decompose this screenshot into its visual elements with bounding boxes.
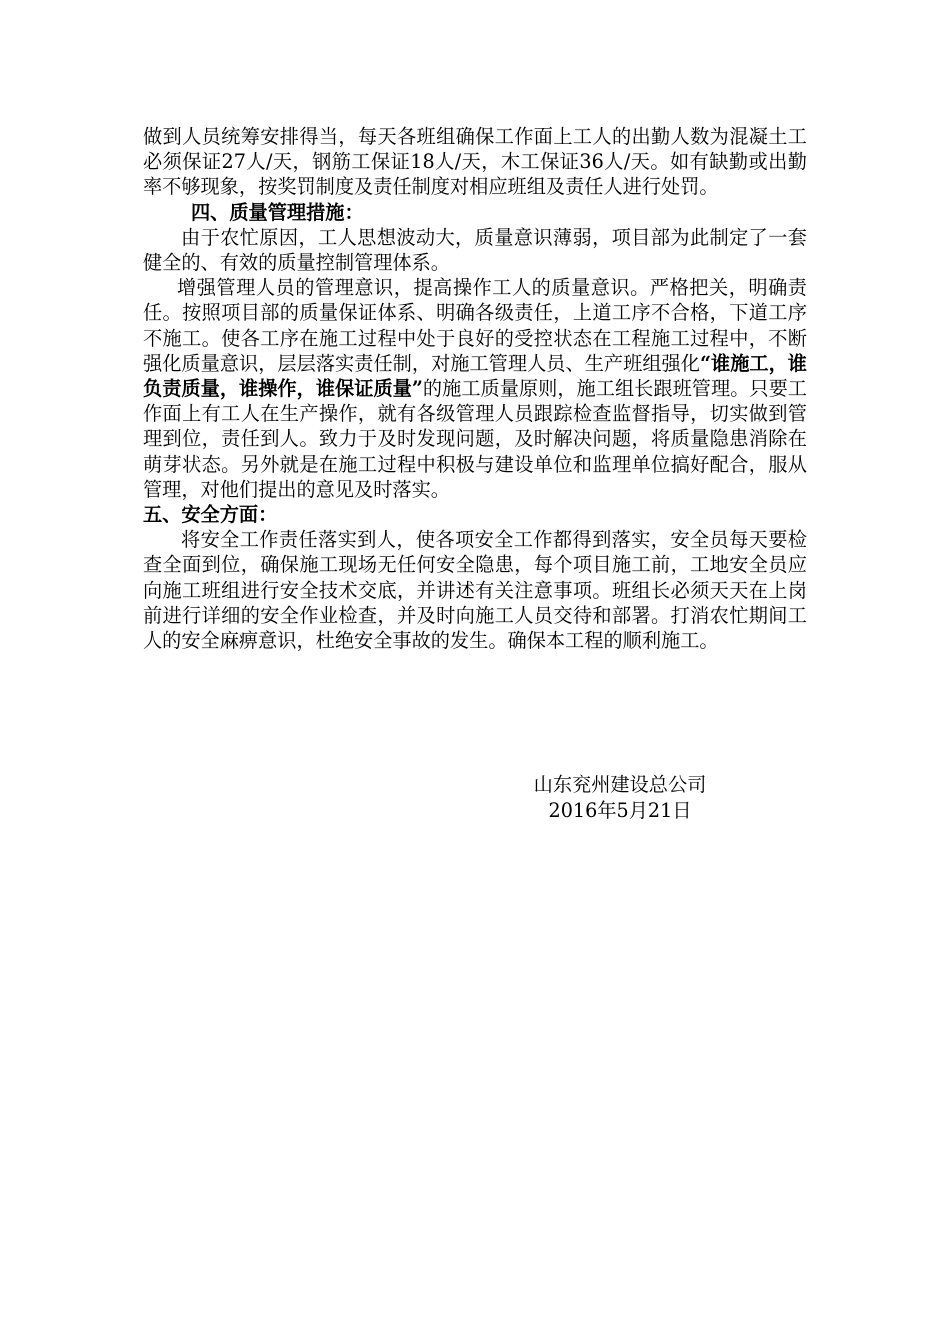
signature-block bbox=[490, 772, 750, 824]
paragraph-attendance: 做到人员统筹安排得当，每天各班组确保工作面上工人的出勤人数为混凝土工必须保证27人/天，钢筋工保证18人/天，木工保证36人/天。如有缺勤或出勤率不够现象，按奖罚制度及责任制度对相应班组及责任人进行处罚。 bbox=[143, 125, 807, 199]
quality-text-after: 的施工质量原则，施工组长跟班管理。只要工作面上有工人在生产操作，就有各级管理人员跟踪检查监督指导，切实做到管理到位，责任到人。致力于及时发现问题，及时解决问题，将质量隐患消除在萌芽状态。另外就是在施工过程中积极与建设单位和监理单位搞好配合，服从管理，对他们提出的意见及时落实。 bbox=[143, 377, 807, 501]
quality-principle-quote: “谁施工，谁负责质量，谁操作，谁保证质量” bbox=[143, 351, 807, 401]
paragraph-quality-intro: 由于农忙原因，工人思想波动大，质量意识薄弱，项目部为此制定了一套健全的、有效的质量控制管理体系。 bbox=[143, 225, 807, 275]
heading-safety: 五、安全方面： bbox=[143, 503, 278, 527]
document-body bbox=[143, 124, 807, 653]
paragraph-safety: 将安全工作责任落实到人，使各项安全工作都得到落实，安全员每天要检查全面到位，确保施工现场无任何安全隐患，每个项目施工前，工地安全员应向施工班组进行安全技术交底，并讲述有关注意事项。班组长必须天天在上岗前进行详细的安全作业检查，并及时向施工人员交待和部署。打消农忙期间工人的安全麻痹意识，杜绝安全事故的发生。确保本工程的顺利施工。 bbox=[143, 528, 807, 653]
quality-text-before: 增强管理人员的管理意识，提高操作工人的质量意识。严格把关，明确责任。按照项目部的质量保证体系、明确各级责任，上道工序不合格，下道工序不施工。使各工序在施工过程中处于良好的受控状态在工程施工过程中，不断强化质量意识，层层落实责任制，对施工管理人员、生产班组强化 bbox=[143, 276, 807, 375]
heading-quality-measures: 四、质量管理措施： bbox=[191, 200, 364, 224]
paragraph-quality-management bbox=[143, 275, 807, 502]
company-name: 山东兖州建设总公司 bbox=[533, 773, 707, 796]
signature-date: 2016年5月21日 bbox=[548, 799, 692, 822]
